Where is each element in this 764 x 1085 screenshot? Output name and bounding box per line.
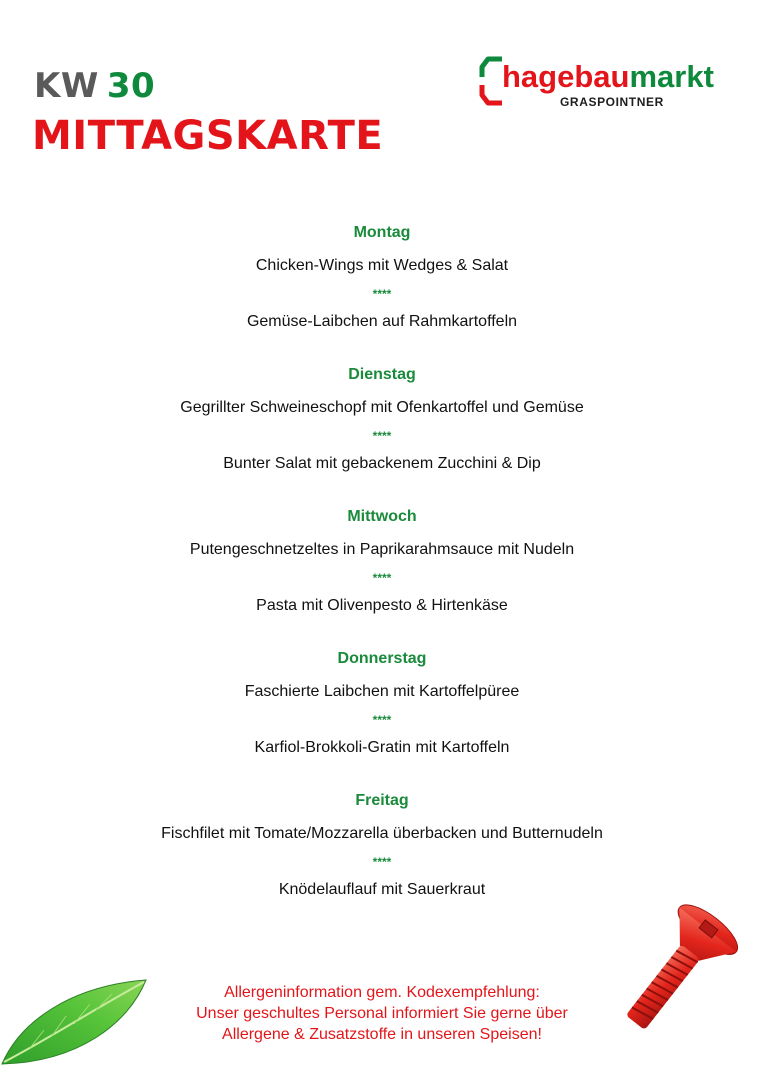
separator: **** <box>372 855 392 869</box>
day-block-donnerstag <box>0 644 764 786</box>
allergen-line-2: Unser geschultes Personal informiert Sie gerne über <box>196 1005 568 1022</box>
dish: Chicken-Wings mit Wedges & Salat <box>255 257 509 274</box>
day-name: Dienstag <box>348 366 416 383</box>
day-block-montag <box>0 218 764 360</box>
dish: Gemüse-Laibchen auf Rahmkartoffeln <box>246 313 518 330</box>
allergen-notice <box>0 982 764 1045</box>
dish: Karfiol-Brokkoli-Gratin mit Kartoffeln <box>254 739 510 756</box>
dish: Faschierte Laibchen mit Kartoffelpüree <box>244 683 520 700</box>
logo-word-markt: markt <box>629 59 714 94</box>
page-title: MITTAGSKARTE <box>32 113 384 159</box>
week-number: 30 <box>106 66 156 106</box>
week-label: KW <box>34 66 99 106</box>
logo-word-hagebau: hagebau <box>502 59 630 94</box>
dish: Knödelauflauf mit Sauerkraut <box>278 881 486 898</box>
allergen-line-1: Allergeninformation gem. Kodexempfehlung: <box>224 984 540 1001</box>
day-name: Mittwoch <box>347 508 417 525</box>
day-name: Freitag <box>355 792 409 809</box>
allergen-line-3: Allergene & Zusatzstoffe in unseren Speisen! <box>222 1026 542 1043</box>
dish: Bunter Salat mit gebackenem Zucchini & Dip <box>223 455 541 472</box>
separator: **** <box>372 571 392 585</box>
dish: Fischfilet mit Tomate/Mozzarella überbacken und Butternudeln <box>161 825 603 842</box>
separator: **** <box>372 713 392 727</box>
dish: Pasta mit Olivenpesto & Hirtenkäse <box>256 597 508 614</box>
dish: Putengeschnetzeltes in Paprikarahmsauce mit Nudeln <box>189 541 575 558</box>
dish: Gegrillter Schweineschopf mit Ofenkartoffel und Gemüse <box>180 399 584 416</box>
separator: **** <box>372 287 392 301</box>
day-block-mittwoch <box>0 502 764 644</box>
day-name: Montag <box>353 224 411 241</box>
hagebau-logo <box>478 55 738 115</box>
day-name: Donnerstag <box>337 650 427 667</box>
menu-list <box>0 218 764 928</box>
logo-subtitle: GRASPOINTNER <box>560 95 664 109</box>
day-block-dienstag <box>0 360 764 502</box>
week-heading <box>34 66 155 106</box>
logo-wordmark <box>502 59 714 95</box>
separator: **** <box>372 429 392 443</box>
